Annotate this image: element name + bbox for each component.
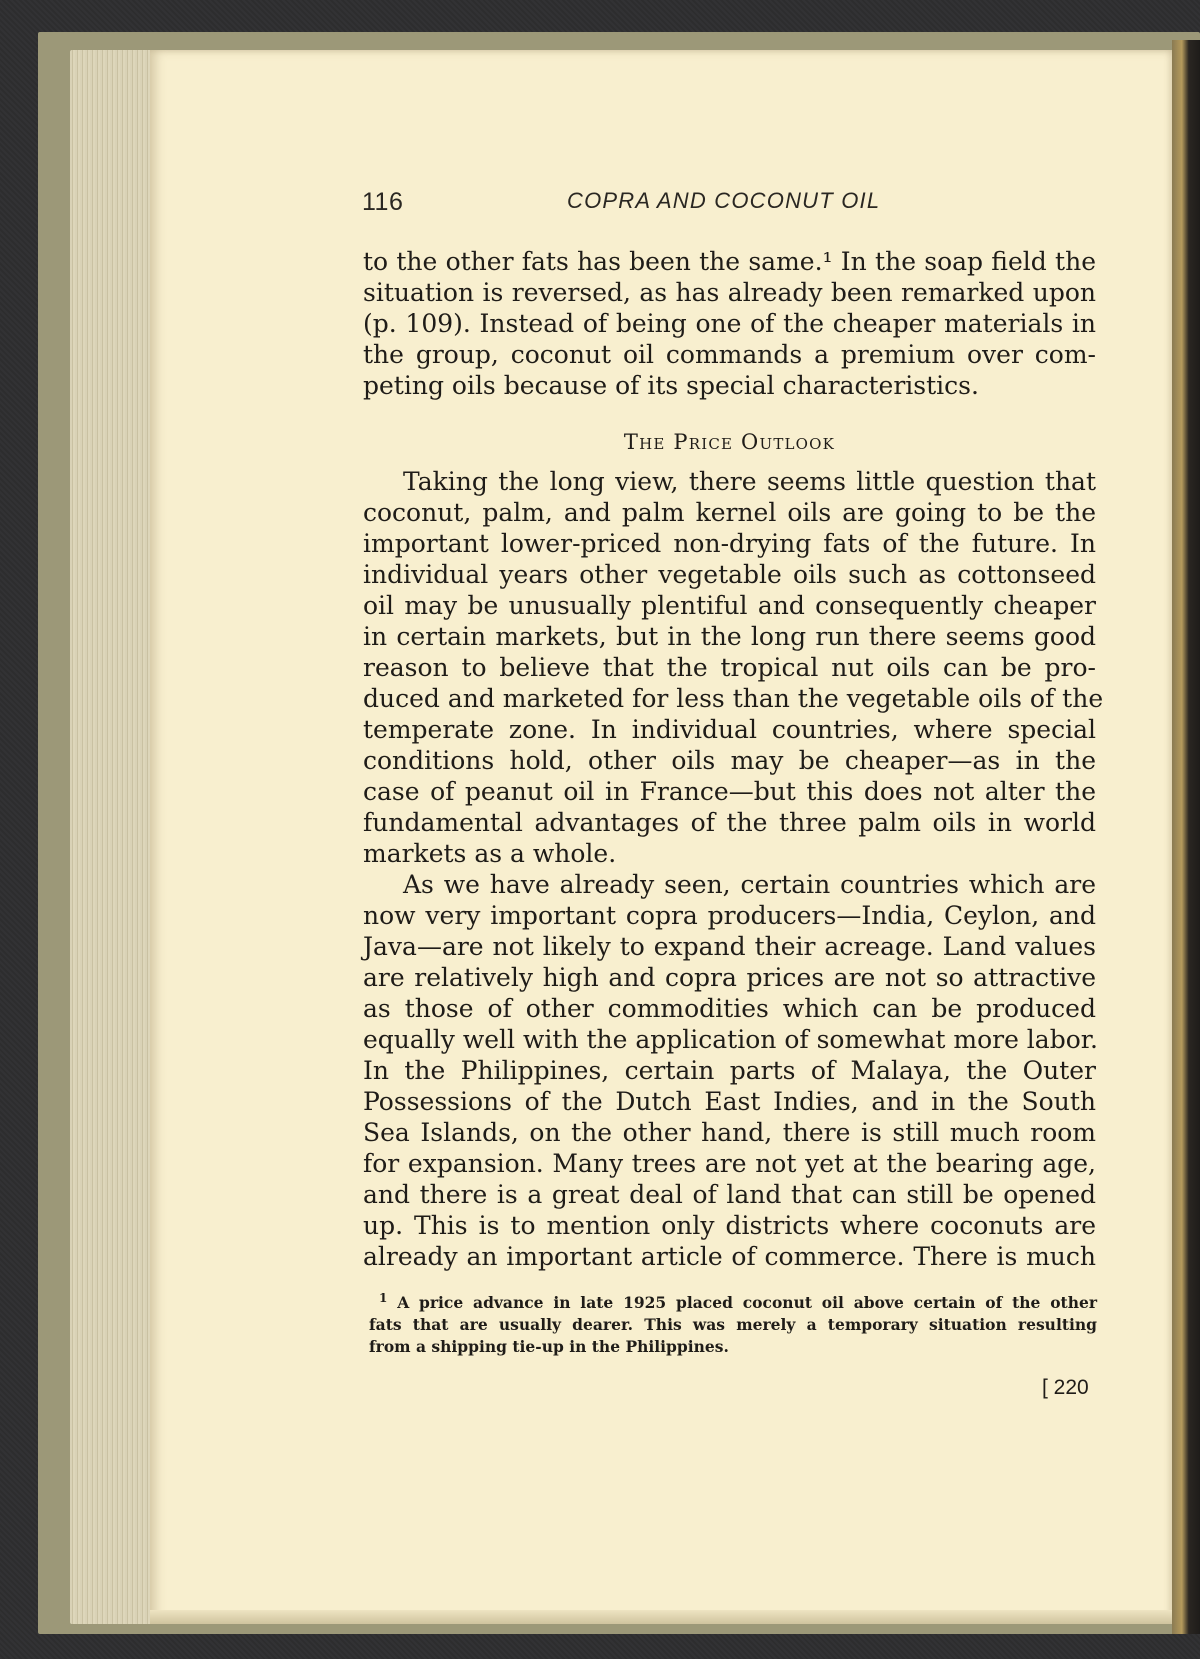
- text-line: duced and marketed for less than the vegetable oils of the: [363, 684, 1104, 713]
- footnote-text: A price advance in late 1925 placed coconut oil above certain of the other: [397, 1293, 1097, 1312]
- text-line: temperate zone. In individual countries, where special: [363, 715, 1096, 744]
- text-line: markets as a whole.: [363, 839, 617, 868]
- text-line: peting oils because of its special characteristics.: [363, 371, 979, 400]
- text-line: Sea Islands, on the other hand, there is still much room: [363, 1118, 1096, 1147]
- text-line: as those of other commodities which can be produced: [363, 994, 1096, 1023]
- text-line: case of peanut oil in France—but this does not alter the: [363, 777, 1096, 806]
- running-head: [362, 188, 1092, 224]
- text-line: important lower-priced non-drying fats of the future. In: [363, 529, 1096, 558]
- text-line: the group, coconut oil commands a premium over com-: [363, 340, 1096, 369]
- footnote-marker: 1: [379, 1291, 388, 1305]
- running-title: COPRA AND COCONUT OIL: [567, 188, 881, 213]
- text-line: coconut, palm, and palm kernel oils are going to be the: [363, 498, 1096, 527]
- text-line: (p. 109). Instead of being one of the cheaper materials in: [363, 309, 1096, 338]
- text-line: Possessions of the Dutch East Indies, and in the South: [363, 1087, 1096, 1116]
- text-line: oil may be unusually plentiful and consequently cheaper: [363, 591, 1096, 620]
- text-line: and there is a great deal of land that can still be opened: [363, 1180, 1096, 1209]
- text-line: Taking the long view, there seems little question that: [403, 467, 1096, 496]
- text-line: fundamental advantages of the three palm oils in world: [363, 808, 1096, 837]
- text-line: up. This is to mention only districts where coconuts are: [363, 1211, 1096, 1240]
- text-line: reason to believe that the tropical nut oils can be pro-: [363, 653, 1096, 682]
- book-gutter: [1172, 40, 1200, 1634]
- footnote-line: fats that are usually dearer. This was merely a temporary situation resulting: [369, 1315, 1097, 1334]
- footnote-line: from a shipping tie-up in the Philippines.: [369, 1337, 729, 1356]
- signature-mark: [ 220: [1042, 1376, 1089, 1399]
- paragraph-2: [363, 466, 1104, 869]
- text-line: In the Philippines, certain parts of Malaya, the Outer: [363, 1056, 1096, 1085]
- text-line: Java—are not likely to expand their acreage. Land values: [363, 932, 1096, 961]
- text-line: are relatively high and copra prices are not so attractive: [363, 963, 1096, 992]
- text-line: As we have already seen, certain countries which are: [403, 870, 1096, 899]
- text-line: individual years other vegetable oils such as cottonseed: [363, 560, 1096, 589]
- text-line: for expansion. Many trees are not yet at the bearing age,: [363, 1149, 1096, 1178]
- footnote: [369, 1292, 1097, 1358]
- text-line: already an important article of commerce. There is much: [363, 1242, 1096, 1271]
- section-heading: The Price Outlook: [623, 430, 836, 454]
- footnote-line: [369, 1292, 1097, 1314]
- text-line: now very important copra producers—India, Ceylon, and: [363, 901, 1096, 930]
- paragraph-3: [363, 869, 1096, 1272]
- page-bottom-edge: [150, 1610, 1172, 1624]
- text-line: equally well with the application of somewhat more labor.: [363, 1025, 1098, 1054]
- text-line: conditions hold, other oils may be cheaper—as in the: [363, 746, 1096, 775]
- text-line: to the other fats has been the same.¹ In the soap field the: [363, 247, 1096, 276]
- text-line: in certain markets, but in the long run there seems good: [363, 622, 1096, 651]
- page-number: 116: [362, 188, 404, 216]
- text-line: situation is reversed, as has already been remarked upon: [363, 278, 1096, 307]
- page-block-edges: [70, 50, 154, 1624]
- paragraph-1: [363, 246, 1096, 401]
